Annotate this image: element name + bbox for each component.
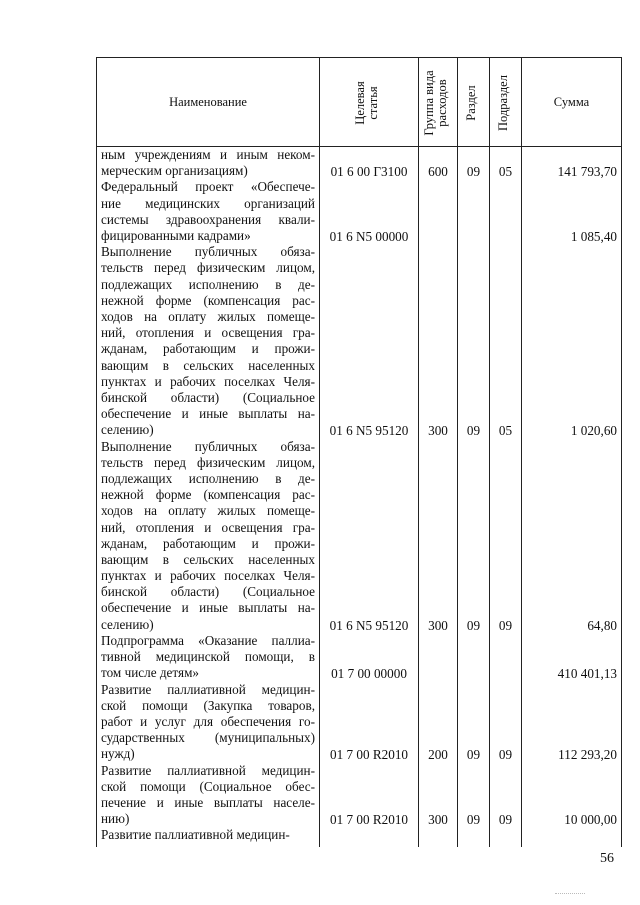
row-subsection-value: 09 (498, 617, 513, 633)
row-target-value: 01 6 00 Г3100 (330, 164, 408, 180)
row-sum-value: 1 085,40 (570, 229, 617, 244)
row-name (101, 439, 315, 633)
row-name-line: подлежащих исполнению в де- (101, 470, 315, 486)
row-name-line: сударственных (муниципальных) (101, 730, 315, 746)
row-name-line: ходов на оплату жилых помеще- (101, 308, 315, 324)
row-name-line: обеспечение и иные выплаты на- (101, 406, 315, 422)
row-name (101, 244, 315, 438)
row-name-line: ний, отопления и освещения гра- (101, 519, 315, 535)
row-section-value: 09 (466, 812, 481, 828)
row-name-line: тельств перед физическим лицом, (101, 454, 315, 470)
row-name-line: ской помощи (Закупка товаров, (101, 697, 315, 713)
row-sum-value: 64,80 (587, 617, 617, 633)
row-target-value: 01 7 00 R2010 (329, 812, 409, 828)
row-name-line: нужд) (101, 746, 135, 762)
row-sum-value: 141 793,70 (557, 164, 617, 180)
row-group-value: 300 (428, 812, 448, 828)
row-section-value: 09 (466, 617, 481, 633)
page-number: 56 (600, 851, 614, 866)
row-name-line: жданам, работающим и прожи- (101, 535, 315, 551)
row-subsection-value: 09 (498, 812, 513, 828)
row-target-value: 01 6 N5 95120 (329, 423, 409, 439)
row-name-line: ние медицинских организаций (101, 195, 315, 211)
row-target-value: 01 6 N5 00000 (329, 229, 409, 244)
row-name-line: пунктах и рабочих поселках Челя- (101, 568, 315, 584)
row-name-line: том числе детям» (101, 665, 200, 681)
row-name-line: Выполнение публичных обяза- (101, 438, 315, 454)
row-name-line: ний, отопления и освещения гра- (101, 325, 315, 341)
header-subsection: Подраздел (496, 75, 510, 131)
row-sum-value: 410 401,13 (557, 666, 617, 682)
row-name-line: Развитие паллиативной медицин- (101, 762, 315, 778)
col-divider-name (319, 57, 320, 847)
row-name-line: жданам, работающим и прожи- (101, 341, 315, 357)
row-name-line: Выполнение публичных обяза- (101, 244, 315, 260)
row-name-line: Развитие паллиативной медицин- (101, 681, 315, 697)
row-name-line: подлежащих исполнению в де- (101, 276, 315, 292)
row-group-value: 600 (428, 164, 448, 180)
row-group-value: 300 (428, 617, 448, 633)
row-name-line: тивной медицинской помощи, в (101, 649, 315, 665)
row-sum-value: 10 000,00 (564, 812, 617, 828)
row-name-line: системы здравоохранения квали- (101, 211, 315, 227)
row-name-line: фицированными кадрами» (101, 227, 251, 243)
table-left-border (96, 57, 97, 847)
row-name-line: бинской области) (Социальное (101, 584, 315, 600)
row-name-line: вающим в сельских населенных (101, 357, 315, 373)
row-subsection-value: 09 (498, 747, 513, 763)
row-name-line: селению) (101, 616, 154, 632)
header-group: Группа вида расходов (422, 70, 449, 136)
row-name (101, 763, 315, 828)
row-name-line: ным учреждениям и иным неком- (101, 147, 315, 162)
scan-artifact (555, 893, 585, 895)
row-name (101, 682, 315, 763)
row-name-line: ходов на оплату жилых помеще- (101, 503, 315, 519)
row-name-line: работ и услуг для обеспечения го- (101, 713, 315, 729)
row-name-line: мерческим организациям) (101, 163, 248, 179)
row-target-value: 01 7 00 00000 (331, 666, 407, 682)
row-name-line: Подпрограмма «Оказание паллиа- (101, 633, 315, 648)
row-group-value: 200 (428, 747, 448, 763)
row-group-value: 300 (428, 423, 448, 439)
row-section-value: 09 (466, 423, 481, 439)
row-target-value: 01 6 N5 95120 (329, 617, 409, 633)
row-subsection-value: 05 (498, 164, 513, 180)
row-name-line: селению) (101, 422, 154, 438)
row-name-line: ской помощи (Социальное обес- (101, 778, 315, 794)
header-name: Наименование (169, 94, 247, 109)
row-name-line: Развитие паллиативной медицин- (101, 827, 290, 843)
row-name (101, 147, 315, 179)
header-sum: Сумма (553, 94, 590, 109)
row-name (101, 827, 315, 843)
row-sum-value: 1 020,60 (570, 423, 617, 439)
row-name-line: нежной форме (компенсация рас- (101, 292, 315, 308)
row-name-line: печение и иные выплаты населе- (101, 794, 315, 810)
header-section: Раздел (464, 85, 478, 121)
row-name (101, 633, 315, 682)
row-name-line: Федеральный проект «Обеспече- (101, 179, 315, 195)
table-right-border (621, 57, 622, 847)
row-name-line: нежной форме (компенсация рас- (101, 487, 315, 503)
row-name-line: обеспечение и иные выплаты на- (101, 600, 315, 616)
row-subsection-value: 05 (498, 423, 513, 439)
row-section-value: 09 (466, 164, 481, 180)
row-section-value: 09 (466, 747, 481, 763)
row-name-line: бинской области) (Социальное (101, 389, 315, 405)
row-name-line: тельств перед физическим лицом, (101, 260, 315, 276)
row-name-line: нию) (101, 811, 130, 827)
row-name-line: пунктах и рабочих поселках Челя- (101, 373, 315, 389)
row-target-value: 01 7 00 R2010 (329, 747, 409, 763)
row-sum-value: 112 293,20 (558, 747, 617, 763)
header-target: Целевая статья (353, 81, 380, 125)
row-name-line: вающим в сельских населенных (101, 551, 315, 567)
row-name (101, 179, 315, 244)
